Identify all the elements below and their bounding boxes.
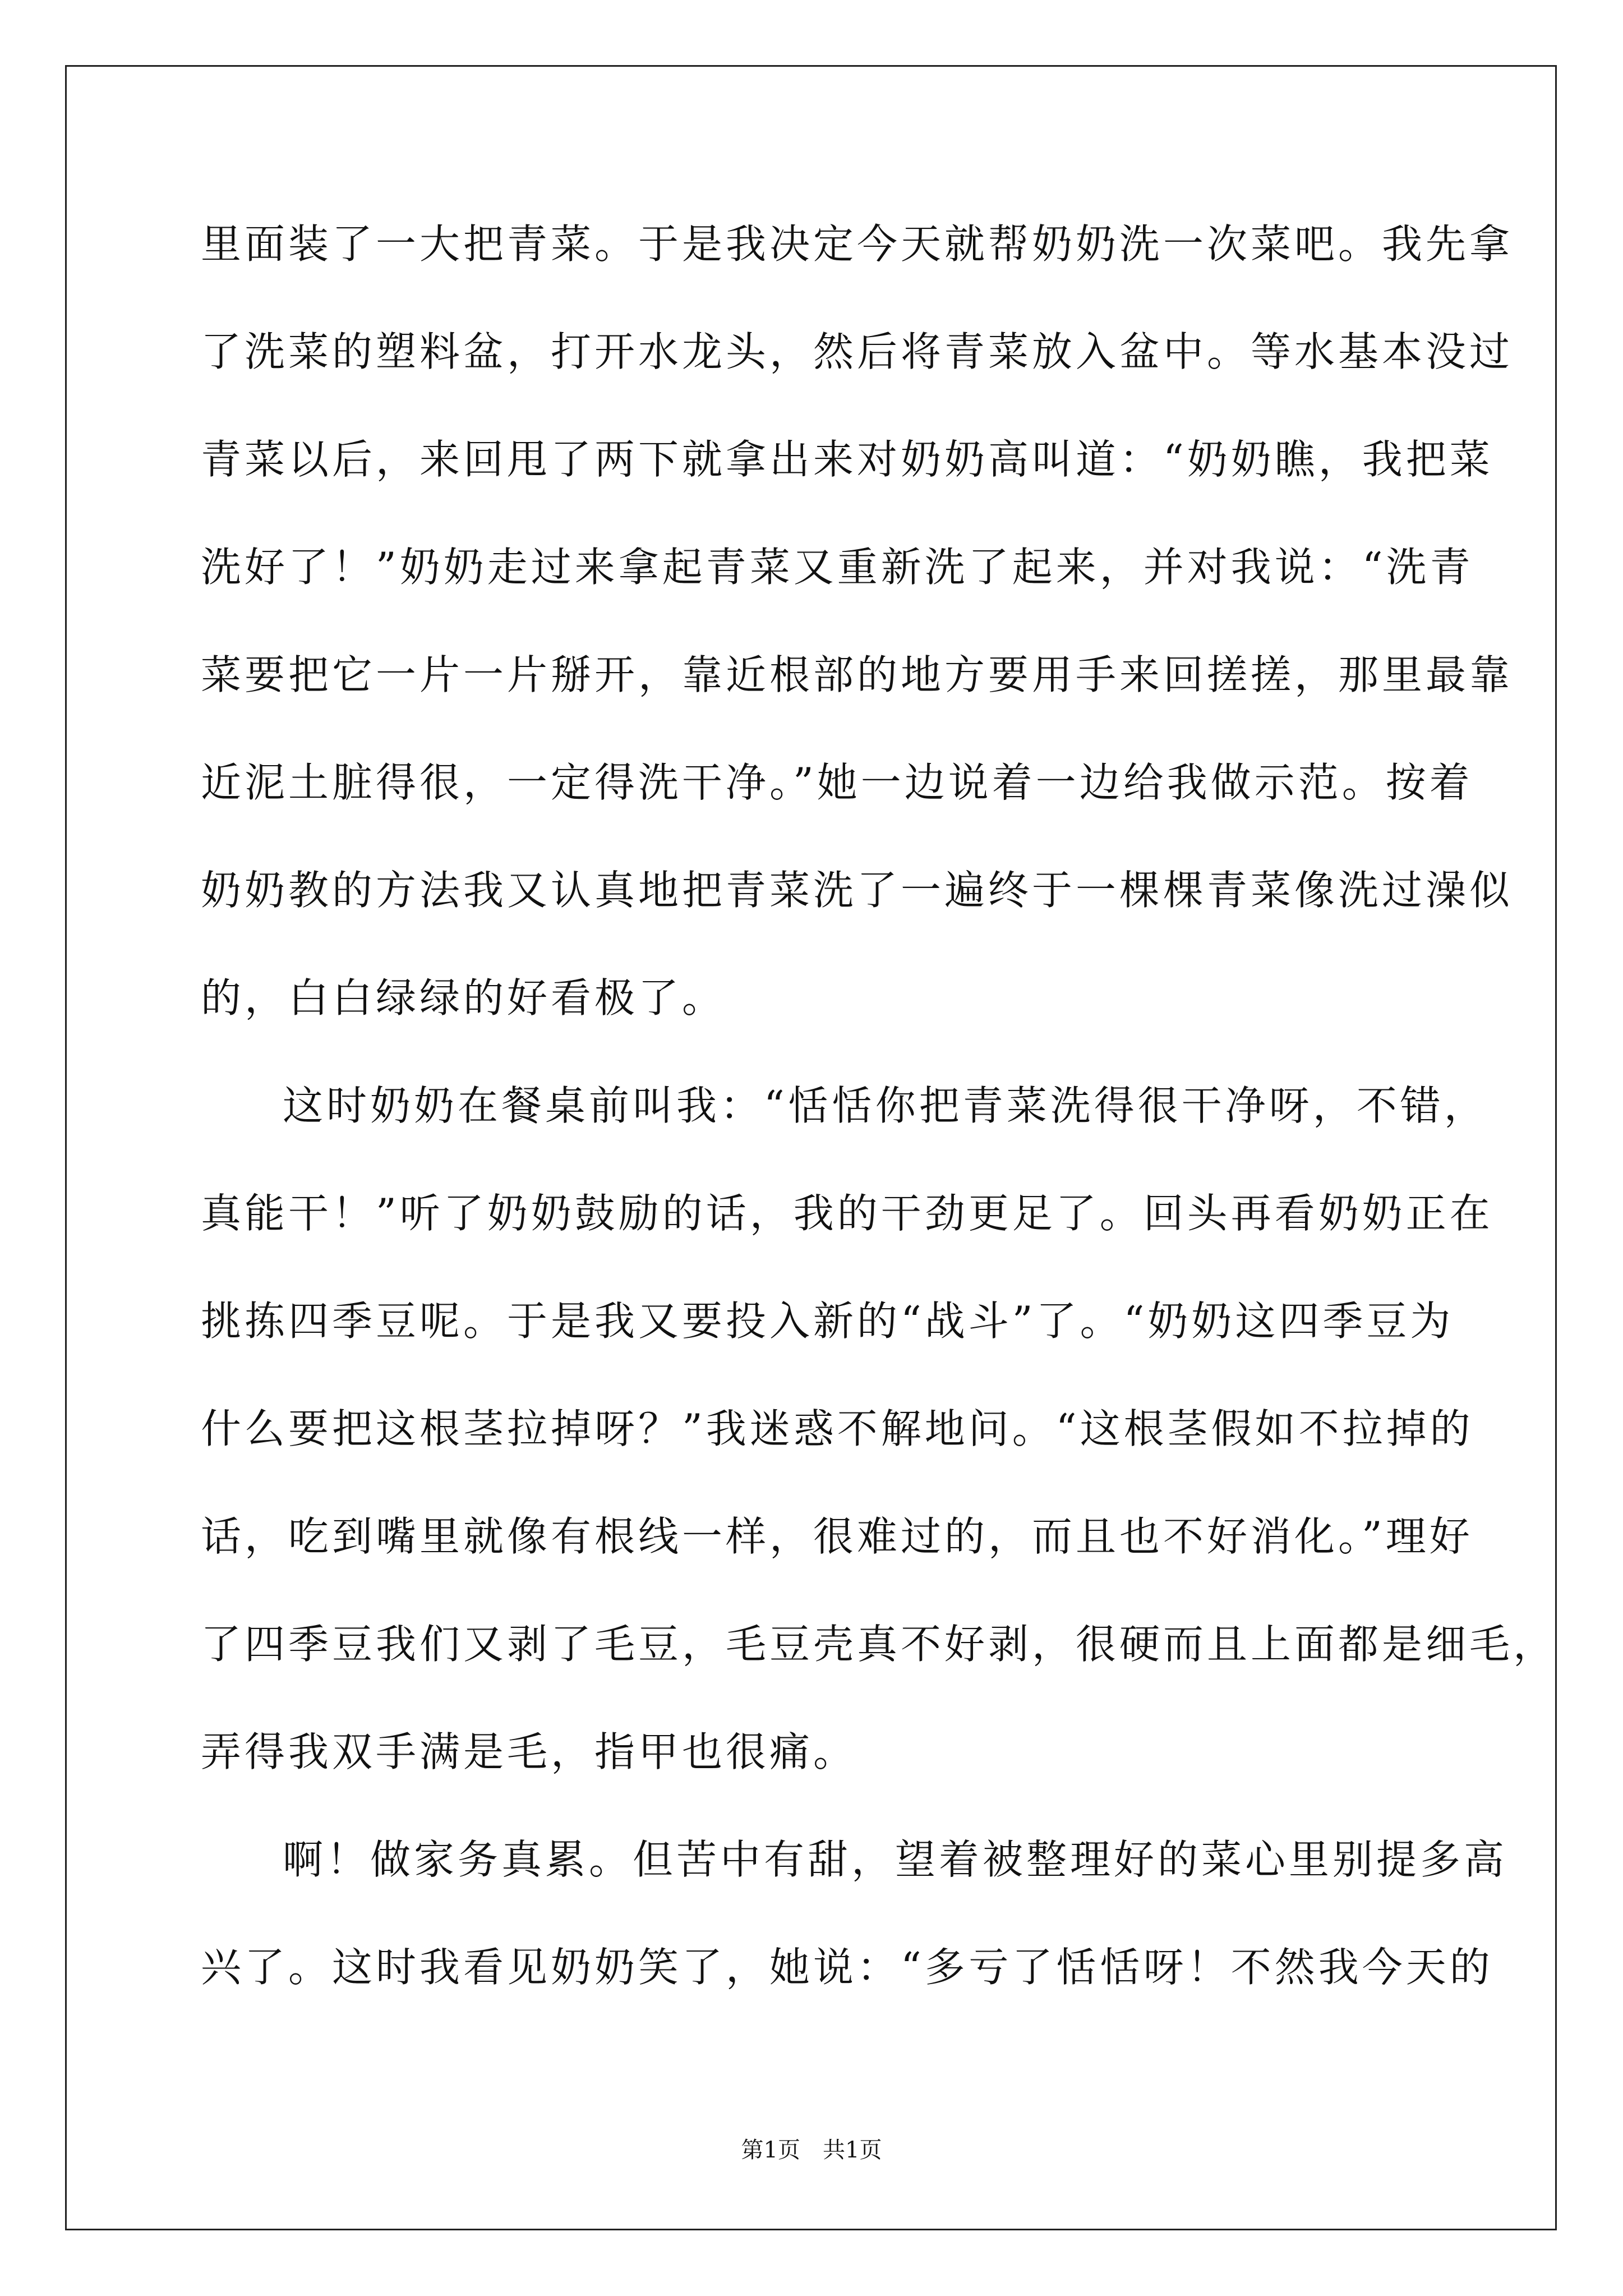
text-line: 什么要把这根茎拉掉呀？”我迷惑不解地问。“这根茎假如不拉掉的 <box>201 1405 1474 1452</box>
paragraph-first-line: 啊！做家务真累。但苦中有甜，望着被整理好的菜心里别提多高 <box>283 1836 1508 1883</box>
paragraph-first-line: 这时奶奶在餐桌前叫我：“恬恬你把青菜洗得很干净呀，不错， <box>283 1082 1488 1129</box>
text-line: 的，白白绿绿的好看极了。 <box>201 974 726 1022</box>
text-line: 洗好了！”奶奶走过来拿起青菜又重新洗了起来，并对我说：“洗青 <box>201 544 1474 591</box>
page-number-footer: 第1页 共1页 <box>741 2137 882 2163</box>
text-line: 兴了。这时我看见奶奶笑了，她说：“多亏了恬恬呀！不然我今天的 <box>201 1944 1493 1991</box>
text-line: 奶奶教的方法我又认真地把青菜洗了一遍终于一棵棵青菜像洗过澡似 <box>201 867 1514 914</box>
page-border <box>65 65 1557 2230</box>
text-line: 了洗菜的塑料盆，打开水龙头，然后将青菜放入盆中。等水基本没过 <box>201 328 1514 375</box>
text-line: 里面装了一大把青菜。于是我决定今天就帮奶奶洗一次菜吧。我先拿 <box>201 220 1514 268</box>
text-line: 弄得我双手满是毛，指甲也很痛。 <box>201 1728 857 1775</box>
text-line: 菜要把它一片一片掰开，靠近根部的地方要用手来回搓搓，那里最靠 <box>201 651 1514 698</box>
text-line: 近泥土脏得很，一定得洗干净。”她一边说着一边给我做示范。按着 <box>201 759 1473 806</box>
text-line: 了四季豆我们又剥了毛豆，毛豆壳真不好剥，很硬而且上面都是细毛， <box>201 1621 1557 1668</box>
text-line: 真能干！”听了奶奶鼓励的话，我的干劲更足了。回头再看奶奶正在 <box>201 1190 1493 1237</box>
text-line: 话，吃到嘴里就像有根线一样，很难过的，而且也不好消化。”理好 <box>201 1513 1473 1560</box>
text-line: 挑拣四季豆呢。于是我又要投入新的“战斗”了。“奶奶这四季豆为 <box>201 1297 1454 1345</box>
text-line: 青菜以后，来回甩了两下就拿出来对奶奶高叫道：“奶奶瞧，我把菜 <box>201 436 1493 483</box>
